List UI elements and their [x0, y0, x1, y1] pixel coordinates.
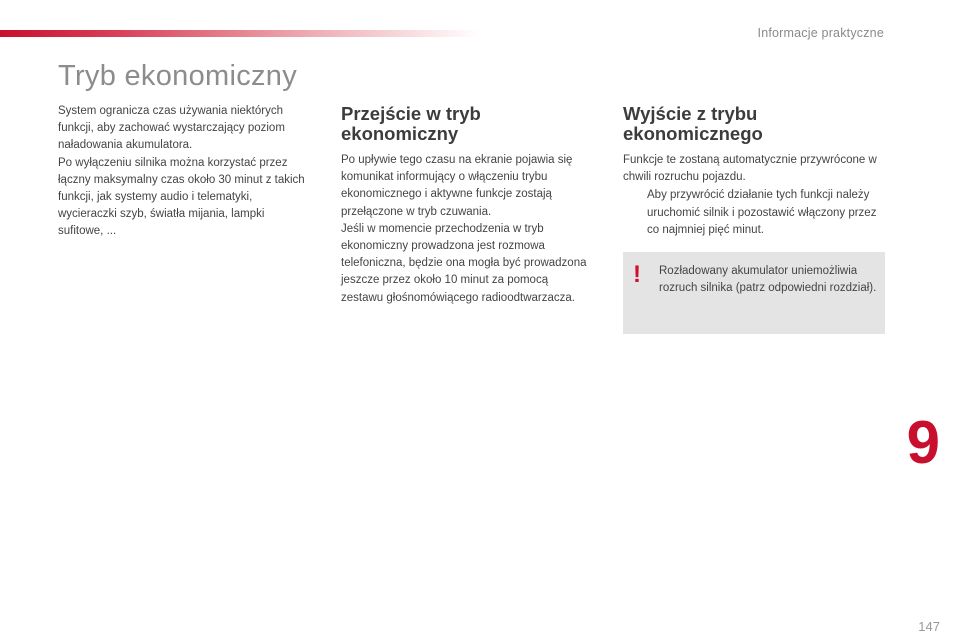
- section-header: Informacje praktyczne: [757, 26, 884, 40]
- intro-column: [58, 103, 308, 241]
- exiting-mode-paragraph-1: Funkcje te zostaną automatycznie przywrócone w chwili rozruchu pojazdu.: [623, 154, 877, 184]
- warning-box: [623, 252, 885, 334]
- bullet-text: Aby przywrócić działanie tych funkcji należy uruchomić silnik i pozostawić włączony przez co najmniej pięć minut.: [647, 189, 877, 236]
- bullet-icon: [623, 187, 647, 239]
- entering-mode-column: [341, 104, 591, 307]
- intro-paragraph-2: Po wyłączeniu silnika można korzystać przez łączny maksymalny czas około 30 minut z takich funkcji, jak systemy audio i telematyki, wycieraczki szyb, światła mijania, lampki sufitowe, ...: [58, 156, 305, 238]
- exiting-mode-column: [623, 104, 885, 239]
- exiting-mode-heading: Wyjście z trybu ekonomicznego: [623, 103, 763, 144]
- chapter-number: 9: [906, 409, 940, 476]
- page-title: Tryb ekonomiczny: [58, 60, 298, 92]
- bullet-item: [623, 187, 885, 239]
- entering-mode-paragraph-1: Po upływie tego czasu na ekranie pojawia się komunikat informujący o włączeniu trybu ekonomicznego i aktywne funkcje zostają przełączone w tryb czuwania.: [341, 154, 573, 218]
- page-number: 147: [918, 619, 940, 634]
- entering-mode-heading: Przejście w tryb ekonomiczny: [341, 103, 481, 144]
- entering-mode-paragraph-2: Jeśli w momencie przechodzenia w tryb ekonomiczny prowadzona jest rozmowa telefoniczna, będzie ona mogła być prowadzona jeszcze przez około 10 minut za pomocą zestawu głośnomówiącego radioodtwarzacza.: [341, 222, 587, 304]
- intro-paragraph-1: System ogranicza czas używania niektórych funkcji, aby zachować wystarczający poziom naładowania akumulatora.: [58, 105, 285, 152]
- warning-icon: !: [633, 261, 641, 288]
- top-accent-bar: [0, 30, 480, 37]
- warning-text: Rozładowany akumulator uniemożliwia rozruch silnika (patrz odpowiedni rozdział).: [659, 265, 877, 295]
